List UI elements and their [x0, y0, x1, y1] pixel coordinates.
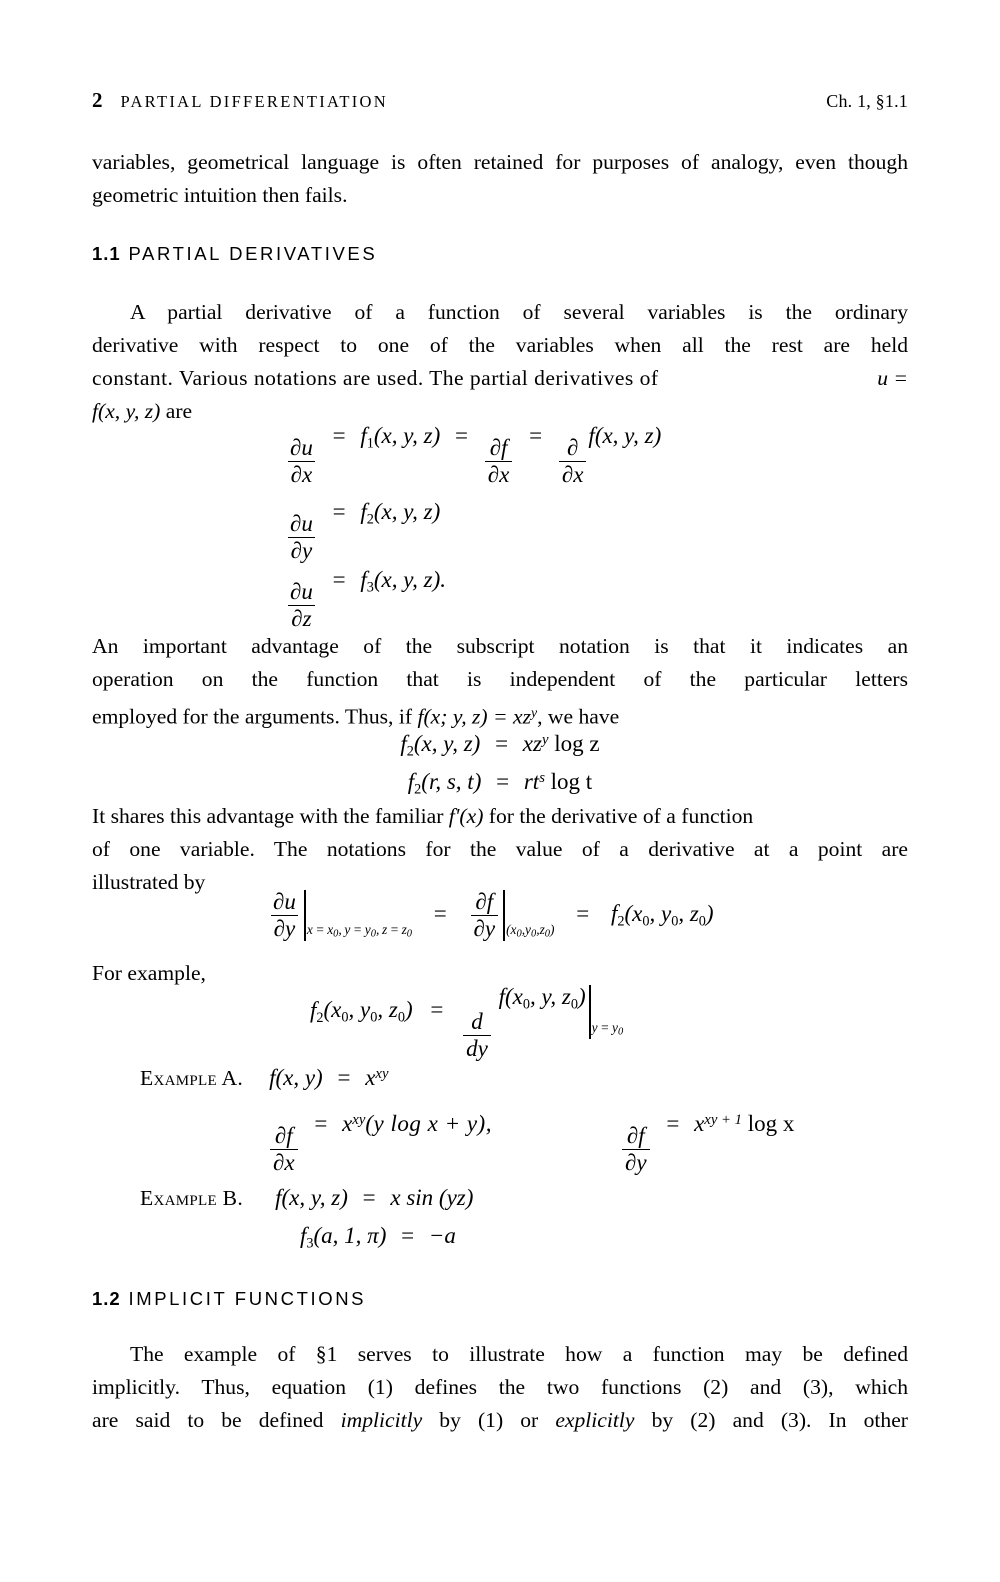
- example-a-py-fraction: [622, 1124, 650, 1175]
- definition-u-symbol: u =: [877, 366, 908, 390]
- eq6-lhs-eval-subscript: x = x0, y = y0, z = z0: [306, 921, 413, 940]
- eq4-rhs-log: log z: [554, 731, 600, 756]
- example-b-rhs: [390, 1185, 473, 1210]
- example-a-partial-x: [268, 1112, 492, 1175]
- example-a-statement: [269, 1065, 388, 1090]
- eq4-rhs-exponent: y: [541, 732, 549, 749]
- eq1-rhs2-denominator: ∂x: [485, 461, 513, 487]
- subscript-l2: [92, 663, 908, 696]
- eq6-mid-group: [469, 890, 555, 941]
- eq2-args: (x, y, z): [373, 499, 441, 524]
- example-a-rhs-exponent: xy: [375, 1066, 389, 1083]
- definition-l1-text: A partial derivative of a function of several variables is the ordinary: [130, 300, 908, 324]
- eq3-args: (x, y, z).: [373, 567, 447, 592]
- definition-l1: [92, 296, 908, 329]
- eq5-rhs-log: log t: [550, 769, 593, 794]
- eq2-lhs-numerator: ∂u: [290, 510, 313, 536]
- eq2-lhs-fraction: [287, 512, 316, 563]
- eq4-args: (x, y, z): [413, 731, 481, 756]
- implicit-l1-text: The example of §1 serves to illustrate how a function may be defined: [130, 1342, 908, 1366]
- section-number-1-2: 1.2: [92, 1288, 121, 1309]
- eq2-f: f: [360, 499, 367, 524]
- example-a-px-denominator: ∂x: [270, 1149, 298, 1175]
- eq1-rhs3-args: (x, y, z): [594, 423, 662, 448]
- subscript-l3-text-b: , we have: [537, 704, 620, 729]
- example-a-px-exponent: xy: [352, 1112, 366, 1129]
- equation-f2-xyz: [0, 732, 1000, 759]
- eq1-lhs-denominator: ∂x: [288, 461, 316, 487]
- eq7-rhs-group: [499, 985, 624, 1039]
- example-b-f: f: [300, 1223, 307, 1248]
- subscript-l2-text: operation on the function that is independent of the particular letters: [92, 667, 908, 691]
- shares-l1-formula: f'(x): [448, 804, 484, 828]
- example-a-rhs-base: x: [365, 1065, 376, 1090]
- eq5-f: f: [407, 769, 415, 794]
- eq7-d-dy-fraction: [463, 1010, 491, 1061]
- paragraph-shares-advantage: [92, 800, 908, 899]
- eq6-lhs-group: [268, 890, 412, 941]
- example-b-statement: [275, 1185, 473, 1210]
- example-b-rhs-text: x sin (yz): [390, 1185, 474, 1210]
- shares-l1-text-b: for the derivative of a function: [488, 804, 754, 828]
- section-heading-1-1: [92, 243, 908, 265]
- eq7-eval-subscript: y = y0: [591, 1019, 624, 1038]
- implicit-l3-text-c: by (2) and (3). In other: [651, 1408, 908, 1432]
- eq3-lhs-numerator: ∂u: [290, 578, 313, 604]
- eq7-d-numerator: d: [471, 1009, 483, 1035]
- example-b-equals: =: [362, 1185, 376, 1210]
- eq5-rhs-exponent: s: [539, 770, 545, 787]
- eq6-rhs-args: ($x_0$, $y_0$, $z_0$): [624, 900, 714, 930]
- section-title-1-2: IMPLICIT FUNCTIONS: [128, 1288, 367, 1309]
- subscript-l3-text-a: employed for the arguments. Thus, if: [92, 704, 413, 729]
- definition-l2-text: derivative with respect to one of the variables when all the rest are held: [92, 333, 908, 357]
- eq5-f-subscript: 2: [414, 781, 422, 798]
- eq7-rhs-f: f: [498, 984, 505, 1009]
- eq7-rhs-fn: [499, 985, 586, 1039]
- example-a-equals: =: [337, 1065, 351, 1090]
- example-b-value-equals: =: [401, 1223, 415, 1248]
- subscript-l3-formula: f(x; y, z) = xz: [417, 704, 531, 729]
- example-a-py-numerator: ∂f: [626, 1122, 645, 1148]
- paragraph-subscript-notation: [92, 630, 908, 733]
- eq6-rhs-subscript: 2: [617, 913, 625, 930]
- shares-l1: [92, 800, 908, 833]
- eq7-equals: =: [430, 997, 444, 1023]
- implicit-emphasis-explicitly: explicitly: [555, 1408, 635, 1432]
- eq4-rhs-base: xz: [522, 731, 542, 756]
- eq7-rhs-args: ($x_0$, y, $z_0$): [504, 984, 586, 1013]
- eq1-rhs2-numerator: ∂f: [489, 434, 508, 460]
- running-head-left: [92, 88, 388, 113]
- eq1-f1-args: (x, y, z): [373, 423, 441, 448]
- eq1-rhs3-denominator: ∂x: [559, 461, 587, 487]
- paragraph-intro: [92, 146, 908, 212]
- eq1-lhs-numerator: ∂u: [290, 434, 313, 460]
- eq6-mid-eval-subscript: (x0,y0,z0): [506, 921, 555, 940]
- section-number-1-1: 1.1: [92, 243, 121, 264]
- example-a-label: Example A.: [140, 1066, 244, 1090]
- eq1-rhs3-f: f: [588, 423, 595, 448]
- definition-f-symbol: f(x, y, z): [92, 399, 161, 423]
- equation-evaluation-bars: [268, 890, 714, 941]
- paragraph-definition-block: [92, 296, 908, 428]
- implicit-l1: [92, 1338, 908, 1371]
- eq4-equals: =: [495, 731, 509, 756]
- equation-f2-rst: [0, 770, 1000, 797]
- section-title-1-1: PARTIAL DERIVATIVES: [128, 243, 378, 264]
- equation-f2-as-ordinary-derivative: [310, 985, 623, 1061]
- example-a-px-rest: (y log x + y),: [365, 1111, 492, 1136]
- example-a-partial-y: [620, 1112, 794, 1175]
- eq6-lhs-fraction: [270, 890, 299, 941]
- equation-du-dx: [285, 424, 661, 487]
- example-b-value-rhs: −a: [428, 1223, 456, 1248]
- example-a-py-base: x: [694, 1111, 705, 1136]
- eq6-equals-2: =: [576, 900, 590, 926]
- example-a-px-fraction: [270, 1124, 298, 1175]
- paragraph-intro-text: variables, geometrical language is often retained for purposes of analogy, even though geometric intuition then fails.: [92, 150, 908, 207]
- example-a-px-base: x: [342, 1111, 353, 1136]
- eq1-equals-1: =: [332, 423, 346, 448]
- example-b-statement-row: [140, 1186, 473, 1211]
- eq5-equals: =: [496, 769, 510, 794]
- eq1-rhs3-fraction: [559, 436, 587, 487]
- example-a-py-exponent: xy + 1: [704, 1112, 742, 1129]
- subscript-l3: [92, 696, 908, 733]
- eq1-f1: f: [360, 423, 367, 448]
- eq6-rhs-f: f: [610, 900, 618, 926]
- subscript-l1: [92, 630, 908, 663]
- shares-l3-text: illustrated by: [92, 870, 206, 894]
- definition-l2: [92, 329, 908, 362]
- subscript-l1-text: An important advantage of the subscript notation is that it indicates an: [92, 634, 908, 658]
- paragraph-implicit: [92, 1338, 908, 1437]
- subscript-l3-exponent: y: [530, 705, 538, 720]
- eq3-equals: =: [332, 567, 346, 592]
- equation-du-dy: [285, 500, 440, 563]
- eq3-f: f: [360, 567, 367, 592]
- example-a-statement-row: [140, 1066, 388, 1091]
- example-b-function: f(x, y, z): [275, 1185, 348, 1210]
- page-number: 2: [92, 88, 103, 112]
- example-b-value: [300, 1224, 456, 1251]
- eq7-lhs-f: f: [310, 997, 317, 1023]
- eq7-d-denominator: dy: [463, 1035, 491, 1061]
- shares-l1-text-a: It shares this advantage with the familiar: [92, 804, 444, 828]
- implicit-l3-text-b: by (1) or: [439, 1408, 539, 1432]
- example-a-py-rest: log x: [747, 1111, 795, 1136]
- eq4-f: f: [400, 731, 407, 756]
- eq1-f1-subscript: 1: [366, 435, 374, 452]
- eq3-f-subscript: 3: [366, 579, 374, 596]
- eq7-lhs-args: ($x_0$, $y_0$, $z_0$): [323, 997, 413, 1026]
- section-heading-1-2: [92, 1288, 908, 1310]
- definition-l3: [92, 362, 908, 395]
- eq6-lhs-numerator: ∂u: [273, 889, 296, 914]
- implicit-emphasis-implicitly: implicitly: [340, 1408, 423, 1432]
- running-head-chapter: Ch. 1, §1.1: [826, 91, 908, 111]
- eq6-lhs-denominator: ∂y: [271, 915, 299, 941]
- eq7-eval-bar: [589, 985, 591, 1039]
- eq2-equals: =: [332, 499, 346, 524]
- example-b-label: Example B.: [140, 1186, 244, 1210]
- running-head: [92, 88, 908, 114]
- running-head-title: PARTIAL DIFFERENTIATION: [120, 92, 388, 111]
- eq5-args: (r, s, t): [421, 769, 482, 794]
- example-b-args: (a, 1, π): [313, 1223, 387, 1248]
- example-a-px-numerator: ∂f: [274, 1122, 293, 1148]
- eq1-rhs3-numerator: ∂: [566, 434, 579, 460]
- eq6-mid-numerator: ∂f: [475, 889, 494, 914]
- eq6-mid-eval-bar: [503, 890, 505, 941]
- eq3-lhs-denominator: ∂z: [288, 605, 314, 631]
- eq6-mid-fraction: [471, 890, 499, 941]
- eq2-f-subscript: 2: [366, 511, 374, 528]
- eq3-lhs-fraction: [287, 580, 316, 631]
- eq4-f-subscript: 2: [406, 743, 414, 760]
- shares-l2-text: of one variable. The notations for the value of a derivative at a point are: [92, 837, 908, 861]
- implicit-l3-text-a: are said to be defined: [92, 1408, 324, 1432]
- example-a-py-denominator: ∂y: [622, 1149, 650, 1175]
- shares-l2: [92, 833, 908, 866]
- example-a-function: f(x, y): [269, 1065, 323, 1090]
- for-example-text: For example,: [92, 961, 206, 985]
- eq1-rhs2-fraction: [485, 436, 513, 487]
- eq6-equals-1: =: [433, 900, 447, 926]
- definition-are-text: are: [165, 399, 193, 423]
- eq1-equals-3: =: [529, 423, 543, 448]
- definition-l3-text: constant. Various notations are used. The partial derivatives of: [92, 366, 659, 390]
- implicit-l3: [92, 1404, 908, 1437]
- eq1-equals-2: =: [455, 423, 469, 448]
- equation-du-dz: [285, 568, 446, 631]
- eq2-lhs-denominator: ∂y: [288, 537, 316, 563]
- eq1-lhs-fraction: [287, 436, 316, 487]
- implicit-l2: [92, 1371, 908, 1404]
- example-b-f-subscript: 3: [306, 1235, 314, 1252]
- eq7-lhs-subscript: 2: [316, 1009, 324, 1026]
- eq6-mid-denominator: ∂y: [471, 915, 499, 941]
- eq5-rhs-base: rt: [523, 769, 540, 794]
- implicit-l2-text: implicitly. Thus, equation (1) defines the two functions (2) and (3), which: [92, 1375, 908, 1399]
- eq6-lhs-eval-bar: [304, 890, 306, 941]
- example-a-px-equals: =: [314, 1111, 328, 1136]
- example-a-py-equals: =: [666, 1111, 680, 1136]
